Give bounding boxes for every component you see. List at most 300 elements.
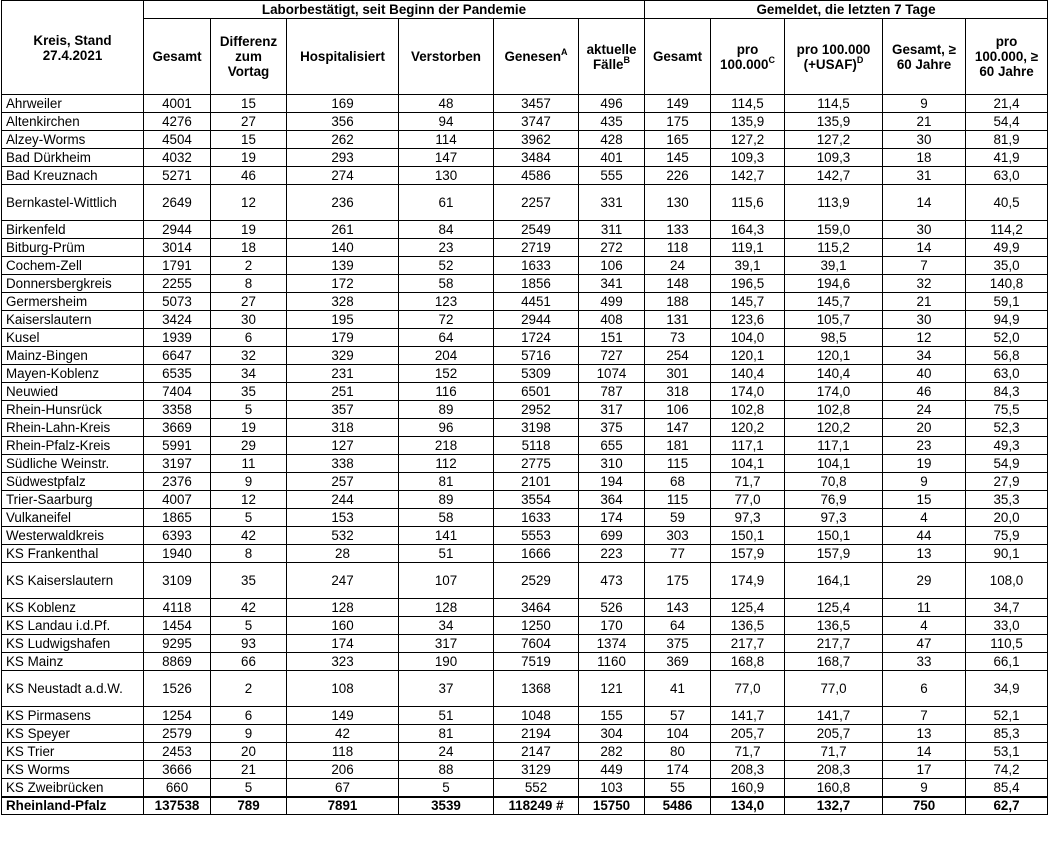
- table-cell: 11: [211, 455, 287, 473]
- district-name: Kusel: [2, 329, 144, 347]
- table-cell: 12: [211, 185, 287, 221]
- table-cell: 5: [399, 779, 494, 797]
- table-cell: 165: [645, 131, 711, 149]
- table-cell: 2: [211, 257, 287, 275]
- table-body: [2, 95, 1048, 815]
- table-cell: 35: [211, 563, 287, 599]
- table-cell: 145,7: [711, 293, 785, 311]
- table-cell: 141,7: [785, 707, 883, 725]
- table-cell: 205,7: [711, 725, 785, 743]
- table-cell: 125,4: [785, 599, 883, 617]
- table-cell: 104: [645, 725, 711, 743]
- column-header: aktuelle Fälle$^B$: [579, 19, 645, 95]
- table-cell: 174: [287, 635, 399, 653]
- table-cell: 63,0: [966, 167, 1048, 185]
- table-row: [2, 545, 1048, 563]
- table-cell: 317: [579, 401, 645, 419]
- table-cell: 152: [399, 365, 494, 383]
- table-cell: 106: [645, 401, 711, 419]
- table-cell: 57: [645, 707, 711, 725]
- table-cell: 7604: [494, 635, 579, 653]
- table-cell: 473: [579, 563, 645, 599]
- district-name: Südwestpfalz: [2, 473, 144, 491]
- table-cell: 5: [211, 617, 287, 635]
- table-row: [2, 419, 1048, 437]
- table-cell: 39,1: [711, 257, 785, 275]
- table-cell: 1856: [494, 275, 579, 293]
- table-cell: 2101: [494, 473, 579, 491]
- district-name: Mayen-Koblenz: [2, 365, 144, 383]
- table-cell: 96: [399, 419, 494, 437]
- table-cell: 1791: [144, 257, 211, 275]
- table-row: [2, 131, 1048, 149]
- district-name: KS Mainz: [2, 653, 144, 671]
- table-cell: 90,1: [966, 545, 1048, 563]
- table-cell: 4451: [494, 293, 579, 311]
- table-cell: 155: [579, 707, 645, 725]
- district-name: KS Koblenz: [2, 599, 144, 617]
- table-cell: 119,1: [711, 239, 785, 257]
- table-cell: 3747: [494, 113, 579, 131]
- table-cell: 29: [211, 437, 287, 455]
- table-cell: 63,0: [966, 365, 1048, 383]
- covid-data-table: [1, 0, 1048, 815]
- district-name: Trier-Saarburg: [2, 491, 144, 509]
- table-row: [2, 383, 1048, 401]
- table-cell: 3358: [144, 401, 211, 419]
- table-cell: 140,4: [711, 365, 785, 383]
- table-cell: 85,3: [966, 725, 1048, 743]
- column-header: Gesamt, ≥ 60 Jahre: [883, 19, 966, 95]
- table-cell: 194,6: [785, 275, 883, 293]
- table-cell: 84,3: [966, 383, 1048, 401]
- table-cell: 5: [211, 779, 287, 797]
- table-cell: 81: [399, 473, 494, 491]
- table-cell: 408: [579, 311, 645, 329]
- table-cell: 14: [883, 185, 966, 221]
- table-cell: 175: [645, 563, 711, 599]
- table-cell: 6: [211, 707, 287, 725]
- table-cell: 49,3: [966, 437, 1048, 455]
- table-cell: 2952: [494, 401, 579, 419]
- table-cell: 329: [287, 347, 399, 365]
- table-cell: 141,7: [711, 707, 785, 725]
- table-cell: 303: [645, 527, 711, 545]
- table-cell: 114,2: [966, 221, 1048, 239]
- table-cell: 107: [399, 563, 494, 599]
- table-cell: 9: [211, 725, 287, 743]
- table-cell: 18: [211, 239, 287, 257]
- table-cell: 496: [579, 95, 645, 113]
- table-row: [2, 185, 1048, 221]
- total-cell: 118249 #: [494, 797, 579, 815]
- table-row: [2, 365, 1048, 383]
- table-cell: 127,2: [711, 131, 785, 149]
- total-row: [2, 797, 1048, 815]
- table-cell: 115,2: [785, 239, 883, 257]
- district-name: Bitburg-Prüm: [2, 239, 144, 257]
- table-cell: 115,6: [711, 185, 785, 221]
- table-cell: 97,3: [785, 509, 883, 527]
- table-cell: 1633: [494, 257, 579, 275]
- table-cell: 109,3: [785, 149, 883, 167]
- table-cell: 81: [399, 725, 494, 743]
- table-cell: 85,4: [966, 779, 1048, 797]
- table-cell: 2944: [144, 221, 211, 239]
- total-cell: 132,7: [785, 797, 883, 815]
- table-cell: 304: [579, 725, 645, 743]
- table-cell: 257: [287, 473, 399, 491]
- table-cell: 3457: [494, 95, 579, 113]
- table-cell: 331: [579, 185, 645, 221]
- table-row: [2, 473, 1048, 491]
- table-cell: 172: [287, 275, 399, 293]
- table-cell: 44: [883, 527, 966, 545]
- table-cell: 1526: [144, 671, 211, 707]
- table-cell: 41,9: [966, 149, 1048, 167]
- table-row: [2, 491, 1048, 509]
- table-cell: 217,7: [785, 635, 883, 653]
- table-row: [2, 653, 1048, 671]
- table-cell: 4118: [144, 599, 211, 617]
- table-cell: 293: [287, 149, 399, 167]
- table-cell: 157,9: [711, 545, 785, 563]
- table-cell: 206: [287, 761, 399, 779]
- table-cell: 32: [211, 347, 287, 365]
- table-cell: 21: [211, 761, 287, 779]
- table-row: [2, 437, 1048, 455]
- table-cell: 204: [399, 347, 494, 365]
- table-cell: 301: [645, 365, 711, 383]
- table-cell: 24: [645, 257, 711, 275]
- table-cell: 89: [399, 401, 494, 419]
- district-name: KS Neustadt a.d.W.: [2, 671, 144, 707]
- table-cell: 97,3: [711, 509, 785, 527]
- table-cell: 145: [645, 149, 711, 167]
- table-cell: 174: [645, 761, 711, 779]
- table-cell: 328: [287, 293, 399, 311]
- table-cell: 164,1: [785, 563, 883, 599]
- table-cell: 217,7: [711, 635, 785, 653]
- table-cell: 70,8: [785, 473, 883, 491]
- table-cell: 52,0: [966, 329, 1048, 347]
- table-cell: 75,5: [966, 401, 1048, 419]
- total-cell: 789: [211, 797, 287, 815]
- table-cell: 112: [399, 455, 494, 473]
- table-cell: 98,5: [785, 329, 883, 347]
- table-cell: 35,0: [966, 257, 1048, 275]
- table-cell: 2194: [494, 725, 579, 743]
- table-cell: 149: [645, 95, 711, 113]
- table-cell: 13: [883, 725, 966, 743]
- table-cell: 150,1: [711, 527, 785, 545]
- table-cell: 33,0: [966, 617, 1048, 635]
- table-cell: 6647: [144, 347, 211, 365]
- table-cell: 64: [645, 617, 711, 635]
- table-row: [2, 239, 1048, 257]
- table-cell: 147: [399, 149, 494, 167]
- table-cell: 170: [579, 617, 645, 635]
- table-cell: 23: [399, 239, 494, 257]
- table-cell: 147: [645, 419, 711, 437]
- table-cell: 125,4: [711, 599, 785, 617]
- table-cell: 75,9: [966, 527, 1048, 545]
- table-cell: 30: [883, 311, 966, 329]
- table-cell: 11: [883, 599, 966, 617]
- table-cell: 15: [883, 491, 966, 509]
- table-cell: 123: [399, 293, 494, 311]
- table-cell: 51: [399, 707, 494, 725]
- table-cell: 4504: [144, 131, 211, 149]
- district-name: KS Frankenthal: [2, 545, 144, 563]
- table-cell: 52: [399, 257, 494, 275]
- table-cell: 67: [287, 779, 399, 797]
- column-header: pro 100.000, ≥ 60 Jahre: [966, 19, 1048, 95]
- district-name: Kaiserslautern: [2, 311, 144, 329]
- table-cell: 282: [579, 743, 645, 761]
- table-cell: 114: [399, 131, 494, 149]
- table-cell: 71,7: [711, 743, 785, 761]
- table-cell: 142,7: [785, 167, 883, 185]
- table-cell: 55: [645, 779, 711, 797]
- table-cell: 552: [494, 779, 579, 797]
- district-name: Cochem-Zell: [2, 257, 144, 275]
- table-cell: 435: [579, 113, 645, 131]
- table-cell: 31: [883, 167, 966, 185]
- table-row: [2, 95, 1048, 113]
- table-cell: 2376: [144, 473, 211, 491]
- table-cell: 318: [645, 383, 711, 401]
- table-cell: 114,5: [785, 95, 883, 113]
- table-cell: 17: [883, 761, 966, 779]
- table-row: [2, 599, 1048, 617]
- table-cell: 48: [399, 95, 494, 113]
- table-cell: 5309: [494, 365, 579, 383]
- table-cell: 89: [399, 491, 494, 509]
- district-name: KS Trier: [2, 743, 144, 761]
- table-cell: 254: [645, 347, 711, 365]
- table-cell: 1865: [144, 509, 211, 527]
- table-cell: 2255: [144, 275, 211, 293]
- table-cell: 318: [287, 419, 399, 437]
- table-cell: 226: [645, 167, 711, 185]
- table-row: [2, 671, 1048, 707]
- table-row: [2, 275, 1048, 293]
- district-name: Neuwied: [2, 383, 144, 401]
- table-cell: 15: [211, 95, 287, 113]
- table-cell: 3666: [144, 761, 211, 779]
- table-cell: 532: [287, 527, 399, 545]
- table-cell: 3484: [494, 149, 579, 167]
- table-cell: 61: [399, 185, 494, 221]
- district-name: KS Pirmasens: [2, 707, 144, 725]
- table-cell: 179: [287, 329, 399, 347]
- table-row: [2, 779, 1048, 797]
- table-cell: 7: [883, 707, 966, 725]
- total-cell: 134,0: [711, 797, 785, 815]
- table-cell: 102,8: [711, 401, 785, 419]
- table-cell: 4586: [494, 167, 579, 185]
- table-cell: 369: [645, 653, 711, 671]
- table-cell: 2257: [494, 185, 579, 221]
- table-cell: 130: [645, 185, 711, 221]
- table-cell: 375: [579, 419, 645, 437]
- table-cell: 30: [211, 311, 287, 329]
- table-cell: 5118: [494, 437, 579, 455]
- table-cell: 323: [287, 653, 399, 671]
- table-cell: 6501: [494, 383, 579, 401]
- table-cell: 9: [211, 473, 287, 491]
- table-cell: 175: [645, 113, 711, 131]
- district-name: KS Ludwigshafen: [2, 635, 144, 653]
- table-cell: 24: [883, 401, 966, 419]
- table-cell: 72: [399, 311, 494, 329]
- table-cell: 52,1: [966, 707, 1048, 725]
- table-cell: 51: [399, 545, 494, 563]
- table-cell: 18: [883, 149, 966, 167]
- table-cell: 117,1: [785, 437, 883, 455]
- table-cell: 108,0: [966, 563, 1048, 599]
- column-header: Gesamt: [144, 19, 211, 95]
- table-cell: 274: [287, 167, 399, 185]
- table-cell: 194: [579, 473, 645, 491]
- table-cell: 2549: [494, 221, 579, 239]
- table-cell: 6: [211, 329, 287, 347]
- table-cell: 247: [287, 563, 399, 599]
- district-name: Vulkaneifel: [2, 509, 144, 527]
- table-cell: 160,8: [785, 779, 883, 797]
- table-cell: 84: [399, 221, 494, 239]
- table-cell: 139: [287, 257, 399, 275]
- table-cell: 34: [399, 617, 494, 635]
- table-cell: 190: [399, 653, 494, 671]
- table-cell: 699: [579, 527, 645, 545]
- table-cell: 5073: [144, 293, 211, 311]
- table-cell: 13: [883, 545, 966, 563]
- district-name: Birkenfeld: [2, 221, 144, 239]
- table-row: [2, 113, 1048, 131]
- table-cell: 364: [579, 491, 645, 509]
- table-cell: 77,0: [785, 671, 883, 707]
- district-name: Altenkirchen: [2, 113, 144, 131]
- table-cell: 12: [883, 329, 966, 347]
- table-cell: 120,1: [785, 347, 883, 365]
- table-cell: 5991: [144, 437, 211, 455]
- table-cell: 73: [645, 329, 711, 347]
- table-cell: 49,9: [966, 239, 1048, 257]
- table-cell: 4032: [144, 149, 211, 167]
- table-cell: 2: [211, 671, 287, 707]
- table-cell: 77,0: [711, 671, 785, 707]
- table-cell: 174,9: [711, 563, 785, 599]
- table-cell: 356: [287, 113, 399, 131]
- table-cell: 19: [211, 149, 287, 167]
- table-cell: 115: [645, 455, 711, 473]
- table-cell: 19: [211, 221, 287, 239]
- district-name: Germersheim: [2, 293, 144, 311]
- table-cell: 2649: [144, 185, 211, 221]
- district-name: Mainz-Bingen: [2, 347, 144, 365]
- table-cell: 311: [579, 221, 645, 239]
- table-cell: 261: [287, 221, 399, 239]
- table-cell: 32: [883, 275, 966, 293]
- table-cell: 115: [645, 491, 711, 509]
- table-cell: 4007: [144, 491, 211, 509]
- table-row: [2, 293, 1048, 311]
- total-cell: 7891: [287, 797, 399, 815]
- table-cell: 74,2: [966, 761, 1048, 779]
- table-cell: 3424: [144, 311, 211, 329]
- table-cell: 3554: [494, 491, 579, 509]
- table-cell: 141: [399, 527, 494, 545]
- group-header-lab: Laborbestätigt, seit Beginn der Pandemie: [144, 1, 645, 19]
- total-cell: 750: [883, 797, 966, 815]
- table-cell: 1048: [494, 707, 579, 725]
- group-header-week: Gemeldet, die letzten 7 Tage: [645, 1, 1048, 19]
- table-cell: 655: [579, 437, 645, 455]
- table-row: [2, 725, 1048, 743]
- table-cell: 174,0: [711, 383, 785, 401]
- table-cell: 120,2: [711, 419, 785, 437]
- table-cell: 181: [645, 437, 711, 455]
- table-cell: 555: [579, 167, 645, 185]
- table-cell: 93: [211, 635, 287, 653]
- table-cell: 71,7: [785, 743, 883, 761]
- table-cell: 120,2: [785, 419, 883, 437]
- table-cell: 71,7: [711, 473, 785, 491]
- column-header: Verstorben: [399, 19, 494, 95]
- table-cell: 103: [579, 779, 645, 797]
- table-cell: 6535: [144, 365, 211, 383]
- table-cell: 114,5: [711, 95, 785, 113]
- total-cell: 5486: [645, 797, 711, 815]
- table-cell: 174: [579, 509, 645, 527]
- table-cell: 787: [579, 383, 645, 401]
- district-name: KS Zweibrücken: [2, 779, 144, 797]
- table-cell: 66,1: [966, 653, 1048, 671]
- table-row: [2, 761, 1048, 779]
- table-header: [2, 1, 1048, 95]
- table-cell: 526: [579, 599, 645, 617]
- district-name: KS Landau i.d.Pf.: [2, 617, 144, 635]
- table-cell: 9: [883, 473, 966, 491]
- table-cell: 19: [883, 455, 966, 473]
- table-cell: 77,0: [711, 491, 785, 509]
- table-cell: 244: [287, 491, 399, 509]
- table-cell: 116: [399, 383, 494, 401]
- table-cell: 46: [883, 383, 966, 401]
- table-cell: 5271: [144, 167, 211, 185]
- table-cell: 4001: [144, 95, 211, 113]
- table-cell: 2719: [494, 239, 579, 257]
- table-cell: 3129: [494, 761, 579, 779]
- table-cell: 29: [883, 563, 966, 599]
- table-cell: 3109: [144, 563, 211, 599]
- table-cell: 1940: [144, 545, 211, 563]
- table-cell: 1939: [144, 329, 211, 347]
- table-cell: 58: [399, 509, 494, 527]
- total-cell: 137538: [144, 797, 211, 815]
- table-cell: 54,9: [966, 455, 1048, 473]
- district-name: Westerwaldkreis: [2, 527, 144, 545]
- table-cell: 3198: [494, 419, 579, 437]
- table-cell: 42: [287, 725, 399, 743]
- table-cell: 1250: [494, 617, 579, 635]
- table-cell: 64: [399, 329, 494, 347]
- table-cell: 27: [211, 293, 287, 311]
- district-name: KS Worms: [2, 761, 144, 779]
- table-cell: 499: [579, 293, 645, 311]
